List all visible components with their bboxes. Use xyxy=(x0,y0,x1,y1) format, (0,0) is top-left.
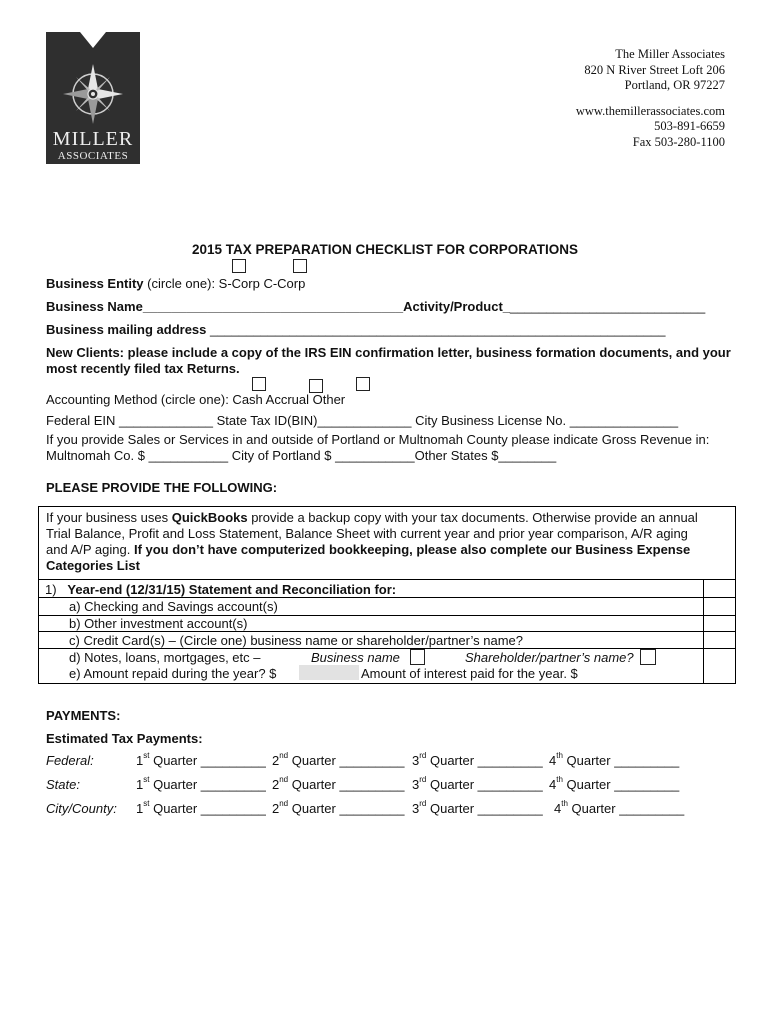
yearend-table xyxy=(38,580,736,684)
cash-checkbox[interactable] xyxy=(252,377,266,391)
new-clients-line2: most recently filed tax Returns. xyxy=(46,361,240,376)
tax-ids-row[interactable]: Federal EIN _____________ State Tax ID(BIN)_____________ City Business License No. _______________ xyxy=(46,413,679,428)
yearend-item-e: e) Amount repaid during the year? $ xyxy=(69,666,277,681)
s-corp-checkbox[interactable] xyxy=(232,259,246,273)
business-name-row xyxy=(46,299,705,314)
interest-paid-label: Amount of interest paid for the year. $ xyxy=(361,666,578,681)
accrual-checkbox[interactable] xyxy=(309,379,323,393)
logo-text-associates: ASSOCIATES xyxy=(57,150,129,162)
sales-line2[interactable]: Multnomah Co. $ ___________ City of Portland $ ___________Other States $________ xyxy=(46,448,557,463)
street-address: 820 N River Street Loft 206 xyxy=(584,62,725,77)
quarter-2-field[interactable]: 2nd Quarter _________ xyxy=(272,799,405,816)
business-name-checkbox[interactable] xyxy=(410,649,425,665)
sales-line1: If you provide Sales or Services in and outside of Portland or Multnomah County please indicate Gross Revenue in: xyxy=(46,432,710,447)
other-checkbox[interactable] xyxy=(356,377,370,391)
quickbooks-box xyxy=(38,506,736,580)
quarter-1-field[interactable]: 1st Quarter _________ xyxy=(136,799,266,816)
mailing-address-label: Business mailing address xyxy=(46,322,211,337)
yearend-heading-row: 1) Year-end (12/31/15) Statement and Reconciliation for: xyxy=(45,582,397,597)
quarter-row-label: City/County: xyxy=(46,801,117,816)
quarter-3-field[interactable]: 3rd Quarter _________ xyxy=(412,799,543,816)
business-entity-label: Business Entity xyxy=(46,276,144,291)
activity-label: Activity/Product_ xyxy=(403,299,511,314)
yearend-item-b: b) Other investment account(s) xyxy=(69,616,248,631)
business-name-field[interactable]: Business Name____________________________________ xyxy=(46,299,404,314)
logo-text-miller: MILLER xyxy=(52,128,134,150)
business-name-option: Business name xyxy=(311,650,400,665)
business-entity-options: (circle one): S-Corp C-Corp xyxy=(143,276,306,291)
provide-heading: PLEASE PROVIDE THE FOLLOWING: xyxy=(46,480,278,495)
address-block xyxy=(576,47,725,150)
c-corp-checkbox[interactable] xyxy=(293,259,307,273)
quarter-2-field[interactable]: 2nd Quarter _________ xyxy=(272,751,405,768)
phone-number: 503-891-6659 xyxy=(654,119,725,133)
partner-name-checkbox[interactable] xyxy=(640,649,656,665)
quarter-row-label: State: xyxy=(46,777,80,792)
sales-revenue-block xyxy=(46,432,709,464)
new-clients-note xyxy=(46,345,731,377)
quickbooks-line4: Categories List xyxy=(46,558,140,573)
accounting-method-row: Accounting Method (circle one): Cash Accrual Other xyxy=(46,392,346,407)
quarter-1-field[interactable]: 1st Quarter _________ xyxy=(136,751,266,768)
fax-number: Fax 503-280-1100 xyxy=(632,134,725,149)
business-entity-row xyxy=(46,276,305,291)
quickbooks-line1: If your business uses QuickBooks provide a backup copy with your tax documents. Otherwise provide an annual xyxy=(46,510,698,525)
page-title: 2015 TAX PREPARATION CHECKLIST FOR CORPORATIONS xyxy=(191,242,579,257)
quickbooks-line3: and A/P aging. If you don’t have computerized bookkeeping, please also complete our Business Expense xyxy=(46,542,691,557)
mailing-address-row xyxy=(46,322,666,337)
quarter-1-field[interactable]: 1st Quarter _________ xyxy=(136,775,266,792)
payments-heading: PAYMENTS: xyxy=(46,708,121,723)
quarter-2-field[interactable]: 2nd Quarter _________ xyxy=(272,775,405,792)
activity-field[interactable]: ___________________________ xyxy=(510,299,706,314)
quarter-3-field[interactable]: 3rd Quarter _________ xyxy=(412,775,543,792)
quarter-4-field[interactable]: 4th Quarter _________ xyxy=(549,775,680,792)
quickbooks-line2: Trial Balance, Profit and Loss Statement, Balance Sheet with current year and prior year comparison, A/R aging xyxy=(46,526,688,541)
yearend-item-d: d) Notes, loans, mortgages, etc – xyxy=(69,650,261,665)
partner-name-option: Shareholder/partner’s name? xyxy=(465,650,634,665)
city-state-zip: Portland, OR 97227 xyxy=(624,78,725,92)
mailing-address-field[interactable]: _______________________________________________________________ xyxy=(210,322,666,337)
website-link[interactable]: www.themillerassociates.com xyxy=(575,103,725,118)
yearend-item-a: a) Checking and Savings account(s) xyxy=(69,599,278,614)
quarter-row-label: Federal: xyxy=(46,753,94,768)
amount-repaid-field[interactable] xyxy=(299,665,359,680)
company-logo xyxy=(46,32,140,164)
quarter-3-field[interactable]: 3rd Quarter _________ xyxy=(412,751,543,768)
yearend-item-c: c) Credit Card(s) – (Circle one) business name or shareholder/partner’s name? xyxy=(69,633,523,648)
quarter-4-field[interactable]: 4th Quarter _________ xyxy=(549,751,680,768)
new-clients-line1: New Clients: please include a copy of the IRS EIN confirmation letter, business formation documents, and your xyxy=(46,345,731,360)
estimated-heading: Estimated Tax Payments: xyxy=(46,731,203,746)
company-name: The Miller Associates xyxy=(615,47,725,61)
quarter-4-field[interactable]: 4th Quarter _________ xyxy=(554,799,685,816)
